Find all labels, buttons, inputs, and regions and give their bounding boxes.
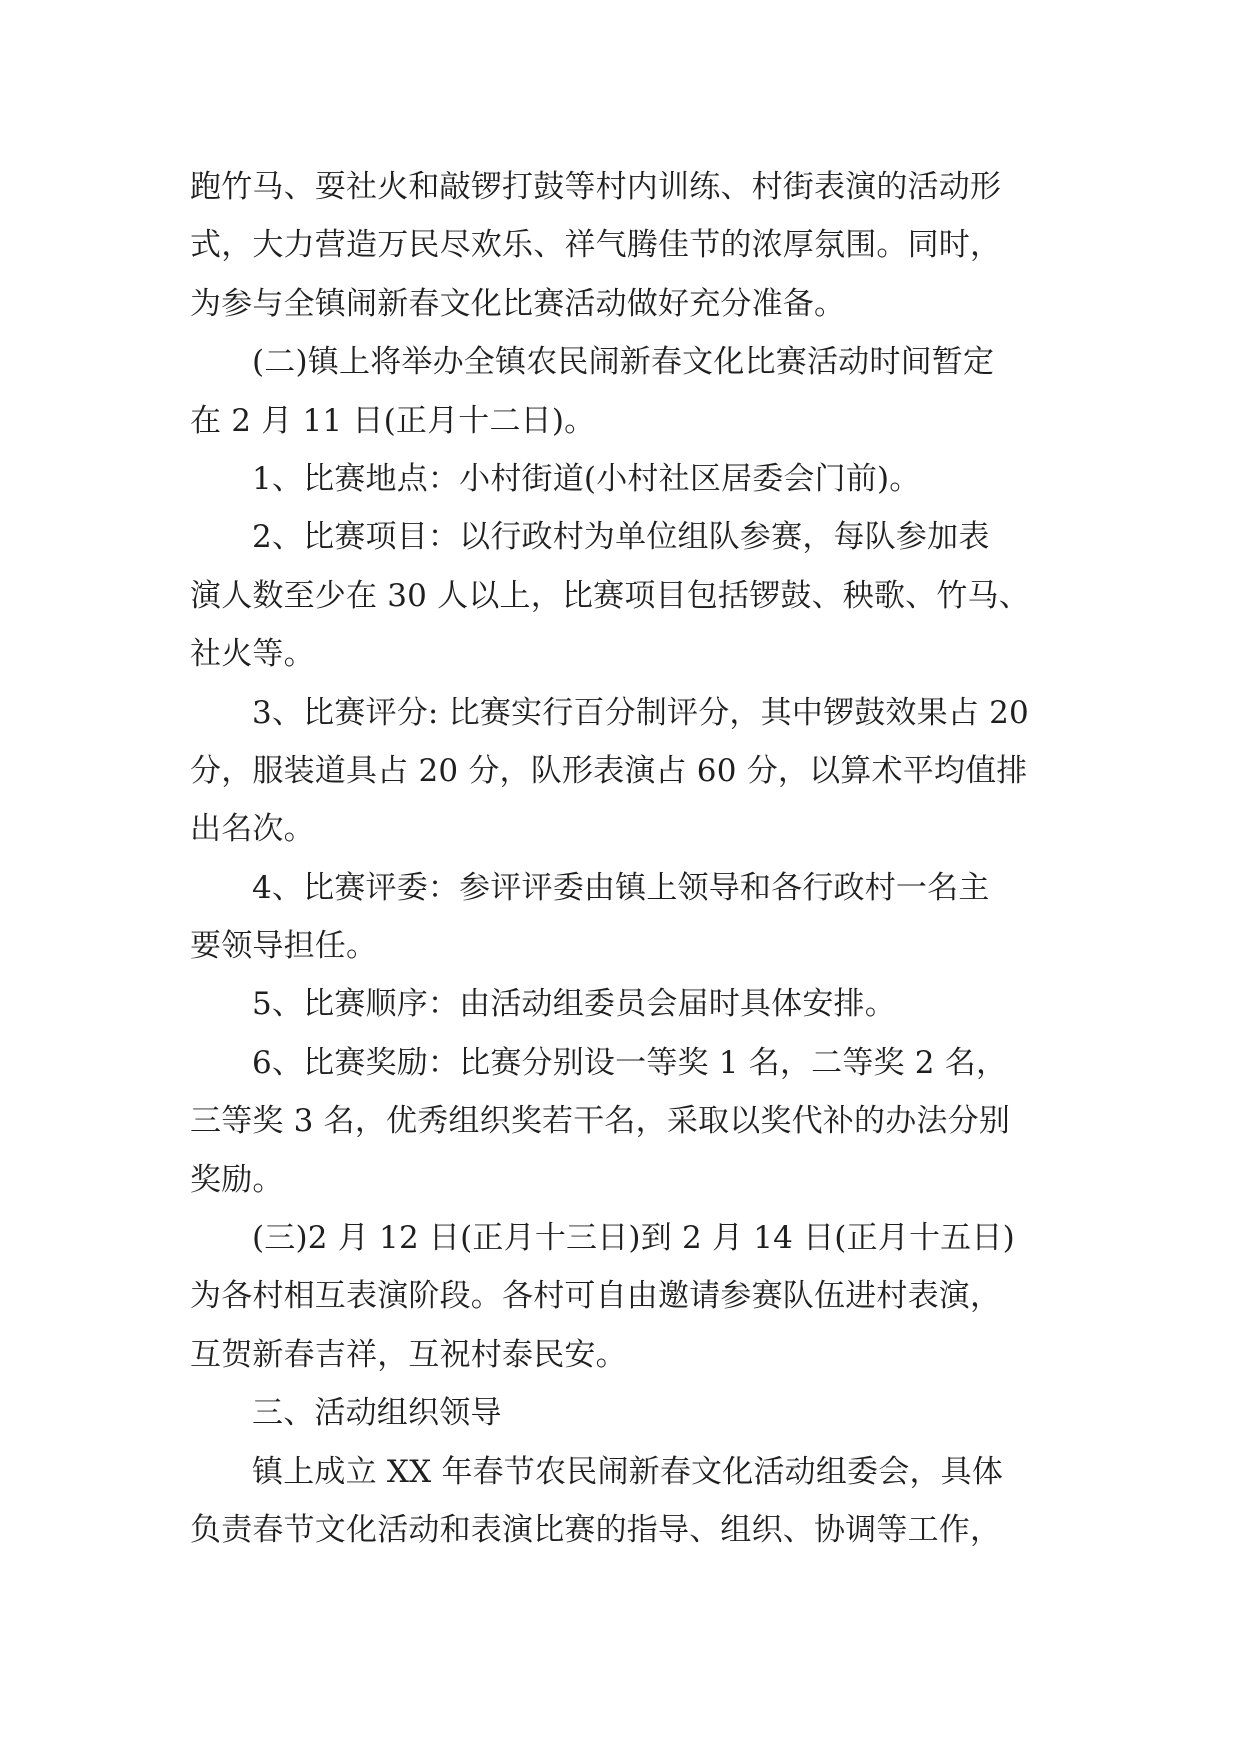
paragraph-line: 要领导担任。 bbox=[190, 928, 378, 965]
paragraph-line: 社火等。 bbox=[190, 636, 315, 673]
paragraph-line: 奖励。 bbox=[190, 1161, 284, 1198]
paragraph-line: 镇上成立 XX 年春节农民闹新春文化活动组委会，具体 bbox=[252, 1453, 1004, 1490]
paragraph-line: 1、比赛地点：小村街道(小村社区居委会门前)。 bbox=[252, 460, 921, 497]
paragraph-line: (三)2 月 12 日(正月十三日)到 2 月 14 日(正月十五日) bbox=[252, 1220, 1015, 1257]
paragraph-line: 负责春节文化活动和表演比赛的指导、组织、协调等工作， bbox=[190, 1511, 1002, 1548]
paragraph-line: 4、比赛评委：参评评委由镇上领导和各行政村一名主 bbox=[252, 869, 990, 906]
paragraph-line: 为参与全镇闹新春文化比赛活动做好充分准备。 bbox=[190, 285, 846, 322]
paragraph-line: 出名次。 bbox=[190, 811, 315, 848]
paragraph-line: 式，大力营造万民尽欢乐、祥气腾佳节的浓厚氛围。同时， bbox=[190, 227, 1002, 264]
paragraph-line: 演人数至少在 30 人以上，比赛项目包括锣鼓、秧歌、竹马、 bbox=[190, 577, 1030, 614]
document-body bbox=[190, 158, 1070, 1559]
paragraph-line: 三等奖 3 名，优秀组织奖若干名，采取以奖代补的办法分别 bbox=[190, 1103, 1011, 1140]
paragraph-line: 在 2 月 11 日(正月十二日)。 bbox=[190, 402, 596, 439]
section-heading: 三、活动组织领导 bbox=[252, 1395, 502, 1432]
paragraph-line: 分，服装道具占 20 分，队形表演占 60 分，以算术平均值排 bbox=[190, 752, 1028, 789]
paragraph-line: 3、比赛评分: 比赛实行百分制评分，其中锣鼓效果占 20 bbox=[252, 694, 1029, 731]
paragraph-line: (二)镇上将举办全镇农民闹新春文化比赛活动时间暂定 bbox=[252, 344, 995, 381]
paragraph-line: 2、比赛项目：以行政村为单位组队参赛，每队参加表 bbox=[252, 519, 990, 556]
paragraph-line: 6、比赛奖励：比赛分别设一等奖 1 名，二等奖 2 名， bbox=[252, 1044, 1008, 1081]
paragraph-line: 5、比赛顺序：由活动组委员会届时具体安排。 bbox=[252, 986, 896, 1023]
paragraph-line: 跑竹马、耍社火和敲锣打鼓等村内训练、村街表演的活动形 bbox=[190, 169, 1002, 205]
paragraph-line: 互贺新春吉祥，互祝村泰民安。 bbox=[190, 1336, 627, 1373]
paragraph-line: 为各村相互表演阶段。各村可自由邀请参赛队伍进村表演， bbox=[190, 1278, 1002, 1315]
